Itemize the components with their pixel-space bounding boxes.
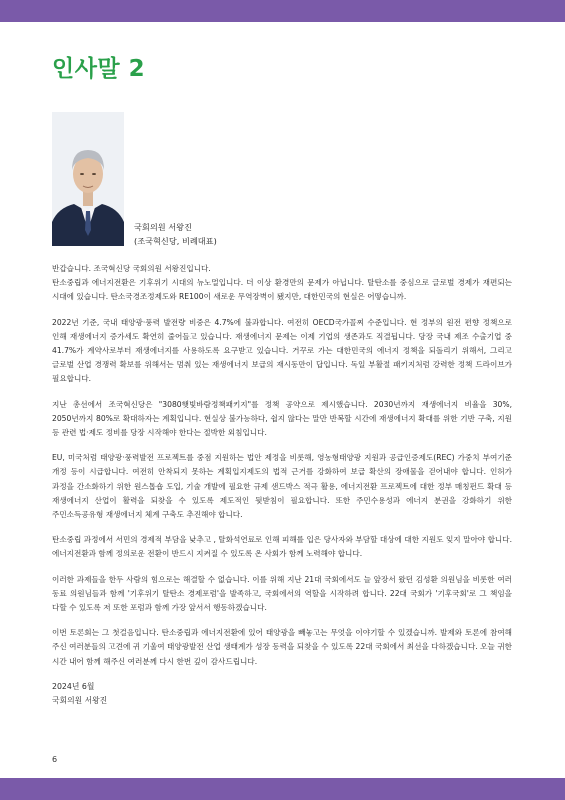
- closing-date: 2024년 6월: [52, 681, 95, 691]
- paragraph-6: 이러한 과제들을 한두 사람의 힘으로는 해결할 수 없습니다. 이를 위해 지난 21대 국회에서도 늘 앞장서 왔던 김성환 의원님을 비롯한 여러 동료 의원님들과 함께 '기후위기 탈탄소 경제포럼'을 발족하고, 국회에서의 역할을 시작하려 합니다. 22대 국회가 '기후국회'로 그 책임을 다할 수 있도록 저 또한 포럼과 함께 가장 앞서서 행동하겠습니다.: [52, 574, 512, 613]
- speaker-name: 국회의원 서왕진: [134, 222, 192, 232]
- page-number: 6: [52, 755, 58, 764]
- greeting-body: [52, 262, 512, 709]
- paragraph-2: 2022년 기준, 국내 태양광·풍력 발전량 비중은 4.7%에 불과합니다. 여전히 OECD국가꼴찌 수준입니다. 현 정부의 원전 편향 정책으로 인해 재생에너지 증가세도 확연히 줄어들고 있습니다. 재생에너지 문제는 이제 기업의 생존과도 직결됩니다. 당장 국내 제조 수출기업 중 41.7%가 계약사로부터 재생에너지를 사용하도록 요구받고 있습니다. 거꾸로 가는 대한민국의 에너지 정책을 되돌리기 위해서, 그리고 글로벌 산업 경쟁력 확보를 위해서는 멈춰 있는 재생에너지 보급의 재시동만이 답입니다. 독일 부활절 패키지처럼 강력한 정책 드라이브가 필요합니다.: [52, 317, 512, 384]
- paragraph-5: 탄소중립 과정에서 서민의 경제적 부담을 낮추고 , 탈화석연료로 인해 피해를 입은 당사자와 부담할 대상에 대한 지원도 잊지 말아야 합니다. 에너지전환과 함께 정의로운 전환이 반드시 지켜질 수 있도록 온 사회가 함께 노력해야 합니다.: [52, 535, 512, 559]
- top-accent-bar: [0, 0, 565, 22]
- paragraph-7: 이번 토론회는 그 첫걸음입니다. 탄소중립과 에너지전환에 있어 태양광을 빼놓고는 무엇을 이야기할 수 있겠습니까. 발제와 토론에 참여해 주신 여러분들의 고견에 귀 기울여 태양광발전 산업 생태계가 성장 동력을 되찾을 수 있도록 22대 국회에서 최선을 다하겠습니다. 오늘 귀한 시간 내어 함께 해주신 여러분께 다시 한번 깊이 감사드립니다.: [52, 628, 512, 666]
- speaker-portrait: [52, 112, 124, 246]
- paragraph-1: 반갑습니다. 조국혁신당 국회의원 서왕진입니다. 탄소중립과 에너지전환은 기후위기 시대의 뉴노멀입니다. 더 이상 환경만의 문제가 아닙니다. 탈탄소를 중심으로 글로벌 경제가 재편되는 시대에 있습니다. 탄소국경조정제도와 RE100이 새로운 무역장벽이 됐지만, 대한민국의 현실은 어떻습니까.: [52, 264, 512, 302]
- page-title: 인사말 2: [52, 56, 146, 82]
- paragraph-3: 지난 총선에서 조국혁신당은 "3080햇빛바람정책패키지"를 정책 공약으로 제시했습니다. 2030년까지 재생에너지 비율을 30%, 2050년까지 80%로 확대하자는 계획입니다. 현실상 불가능하다, 쉽지 않다는 말만 반복할 시간에 재생에너지 확대를 위한 기반 구축, 지원 등 관련 법·제도 정비를 당장 시작해야 한다는 절박한 외침입니다.: [52, 399, 512, 438]
- bottom-accent-bar: [0, 778, 565, 800]
- speaker-info: [134, 220, 217, 248]
- closing-signature: 국회의원 서왕진: [52, 696, 108, 706]
- speaker-affiliation: (조국혁신당, 비례대표): [134, 236, 217, 246]
- paragraph-4: EU, 미국처럼 태양광·풍력발전 프로젝트를 중점 지원하는 법안 제정을 비롯해, 영농형태양광 지원과 공급인증제도(REC) 가중치 부여기준 개정 등이 시급합니다. 여전히 안착되지 못하는 계획입지제도의 법적 근거를 강화하여 보급 확산의 장애물을 걷어내야 합니다. 인허가 과정을 간소화하기 위한 원스톱숍 도입, 기술 개발에 필요한 규제 샌드박스 적극 활용, 에너지전환 프로젝트에 대한 정부 매칭펀드 확대 등 재생에너지 산업이 활력을 되찾을 수 있도록 제도적인 뒷받침이 필요합니다. 또한 주민수용성과 에너지 분권을 강화하기 위한 주민소득공유형 재생에너지 체계 구축도 추진해야 합니다.: [52, 453, 512, 520]
